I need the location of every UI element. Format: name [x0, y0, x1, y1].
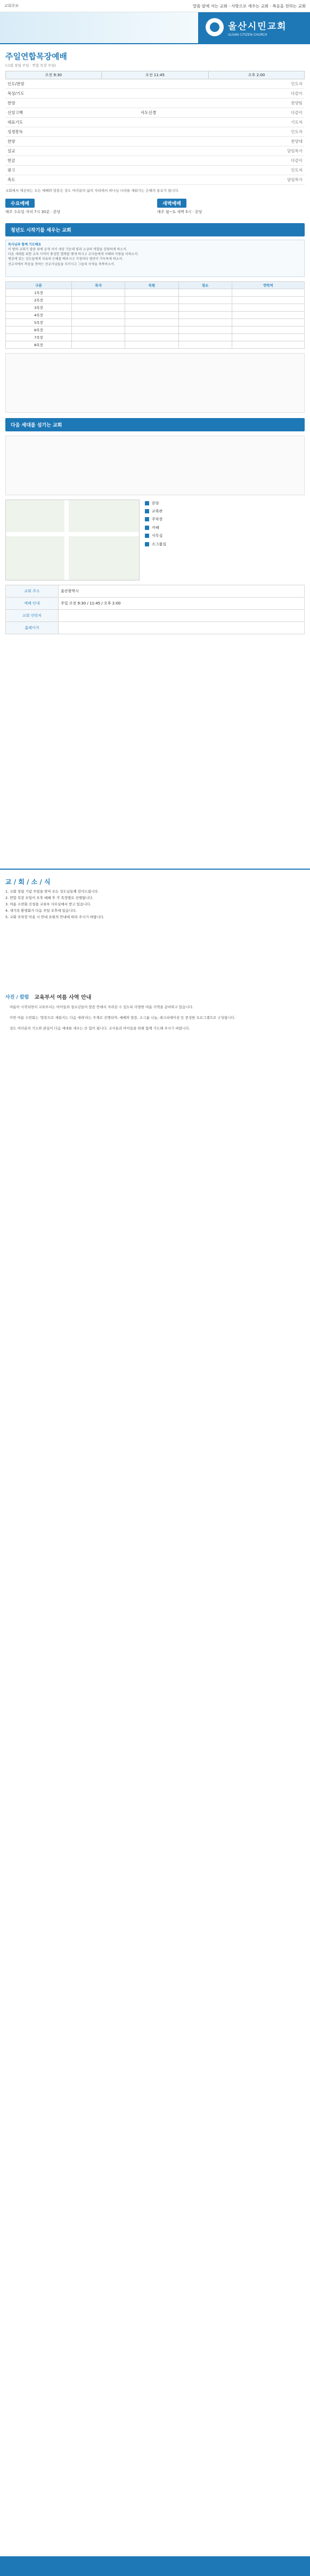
cell-row [6, 318, 305, 326]
order-v [60, 79, 236, 89]
info-row [6, 621, 305, 634]
legend-item: 소그룹실 [145, 541, 305, 549]
column-paragraph: 여름이 시작되면서 교육부서는 아이들과 청소년들이 말씀 안에서 자라갈 수 있도록 다양한 여름 사역을 준비하고 있습니다. [10, 1004, 193, 1009]
wednesday-label: 수요예배 [5, 199, 35, 208]
cell-row [6, 333, 305, 341]
map-road [6, 532, 139, 536]
facility-map-section [5, 500, 305, 580]
next-gen-banner: 다음 세대를 섬기는 교회 [5, 418, 305, 431]
slogan-2: 사랑으로 세우는 교회 [231, 3, 269, 9]
prayer-3: 병상에 있는 성도들에게 치유의 은혜를 베푸시고 가정마다 평안이 가득하게 하소서. [8, 257, 124, 261]
cell-table [5, 281, 305, 349]
notice-item: 1. 교회 창립 기념 주일을 맞아 모든 성도님들께 감사드립니다. [5, 889, 99, 894]
cell-value [71, 304, 125, 311]
cell-value [232, 289, 304, 296]
order-p: 다같이 [236, 108, 305, 118]
order-p: 찬양팀 [236, 99, 305, 108]
cell-value: 1목장 [6, 289, 72, 296]
cell-banner: 청년도 시작기를 세우는 교회 [5, 223, 305, 236]
info-key: 예배 안내 [6, 597, 59, 609]
dawn-label: 새벽예배 [157, 199, 186, 208]
footer-bar [0, 2556, 310, 2576]
order-k: 찬양 [5, 99, 60, 108]
column-body [0, 1004, 310, 1032]
order-row [5, 108, 305, 118]
slogan-3: 복음을 전하는 교회 [272, 3, 306, 9]
cell-value [125, 318, 178, 326]
cell-value [178, 333, 232, 341]
cell-row [6, 304, 305, 311]
cell-value [232, 326, 304, 333]
order-v [60, 156, 236, 166]
worship-subtitle: (교회 창립 주일 · 연합 목장 주일) [5, 63, 56, 68]
church-info-table [5, 585, 305, 634]
notice-item: 5. 교회 주차장 이용 시 안내 요원의 안내에 따라 주시기 바랍니다. [5, 914, 104, 919]
legend-item: 본당 [145, 500, 305, 508]
cell-value [178, 311, 232, 318]
cell-value [178, 296, 232, 304]
order-v [60, 146, 236, 156]
order-k: 광고 [5, 166, 60, 175]
worship-order [0, 71, 310, 185]
order-k: 성경봉독 [5, 127, 60, 137]
order-v [60, 137, 236, 146]
facility-map [5, 500, 140, 580]
cell-value [125, 311, 178, 318]
cell-row [6, 326, 305, 333]
cell-value: 8목장 [6, 341, 72, 348]
scripture-box [5, 240, 305, 277]
cell-value [71, 341, 125, 348]
bulletin-page [0, 0, 310, 1032]
church-name: 울산시민교회 [228, 21, 287, 32]
order-k: 설교 [5, 146, 60, 156]
education-table [5, 436, 305, 495]
order-p: 인도자 [236, 79, 305, 89]
cell-value [125, 326, 178, 333]
notice-item: 2. 연합 목장 모임이 오후 예배 후 각 목장별로 진행됩니다. [5, 895, 94, 900]
cell-header: 장소 [178, 281, 232, 289]
masthead-image [0, 12, 198, 43]
cell-value: 2목장 [6, 296, 72, 304]
order-p: 찬양대 [236, 137, 305, 146]
wednesday-service [5, 199, 153, 215]
column-paragraph: 이번 여름 수련회는 '말씀으로 세워지는 다음 세대'라는 주제로 진행되며, 예배와 말씀, 소그룹 나눔, 레크리에이션 등 풍성한 프로그램으로 구성됩니다. [10, 1016, 235, 1020]
cell-value [125, 341, 178, 348]
slogans: 말씀 앞에 서는 교회 · 사랑으로 세우는 교회 · 복음을 전하는 교회 [192, 3, 306, 9]
cell-row [6, 311, 305, 318]
legend-item: 카페 [145, 524, 305, 532]
spacer [0, 920, 310, 984]
spacer [0, 637, 310, 861]
prayer-heading: 목사님과 함께 기도해요 [8, 242, 42, 247]
cell-row [6, 341, 305, 348]
weekday-services [0, 197, 310, 217]
prayer-1: 이 땅의 교회가 말씀 위에 굳게 서서 세상 가운데 빛과 소금의 역할을 감당하게 하소서. [8, 247, 127, 251]
order-p: 다같이 [236, 89, 305, 99]
info-key: 교회 연락처 [6, 609, 59, 621]
service-times [5, 71, 305, 79]
cell-row [6, 289, 305, 296]
order-p: 다같이 [236, 156, 305, 166]
column-title: 교육부서 여름 사역 안내 [34, 994, 92, 1001]
worship-note: 교회에서 제공하는 모든 예배와 말씀은 성도 여러분의 삶의 자리에서 하나님 나라를 세워가는 은혜의 통로가 됩니다. [5, 189, 180, 193]
order-v [60, 118, 236, 127]
cell-value [232, 341, 304, 348]
issue-label: 교회주보 [4, 4, 19, 8]
cell-value [71, 296, 125, 304]
service-time-2: 오전 11:45 [101, 71, 209, 79]
wednesday-text: 매주 수요일 저녁 7시 30분 · 본당 [5, 210, 61, 215]
column-tag: 사진 / 칼럼 [5, 994, 29, 1000]
cell-value [71, 326, 125, 333]
order-row [5, 127, 305, 137]
cell-value [71, 311, 125, 318]
masthead [0, 12, 310, 44]
order-row [5, 137, 305, 146]
cell-value: 3목장 [6, 304, 72, 311]
column-head [0, 984, 310, 1004]
cell-value [178, 289, 232, 296]
service-time-1: 오전 9:30 [6, 71, 102, 79]
masthead-brand [198, 12, 310, 43]
cell-value [125, 304, 178, 311]
cell-value [178, 318, 232, 326]
order-v [60, 89, 236, 99]
cell-value: 6목장 [6, 326, 72, 333]
info-row [6, 585, 305, 597]
cell-value: 5목장 [6, 318, 72, 326]
cell-header: 목원 [125, 281, 178, 289]
order-p: 담임목사 [236, 146, 305, 156]
order-v [60, 99, 236, 108]
order-p: 담임목사 [236, 175, 305, 185]
prayer-4: 선교지에서 복음을 전하는 선교사님들을 지키시고 그들의 사역을 축복하소서. [8, 262, 115, 266]
info-value: 울산광역시 [59, 585, 305, 597]
cell-value [71, 289, 125, 296]
cell-value [232, 296, 304, 304]
info-value: 주일 오전 9:30 / 11:45 / 오후 2:00 [59, 597, 305, 609]
order-row [5, 146, 305, 156]
map-legend [145, 500, 305, 580]
cell-value [125, 289, 178, 296]
order-k: 찬양 [5, 137, 60, 146]
cell-value [125, 333, 178, 341]
legend-item: 교육관 [145, 508, 305, 516]
cell-value [232, 304, 304, 311]
info-value [59, 621, 305, 634]
map-road [64, 500, 69, 580]
legend-item: 사무실 [145, 532, 305, 540]
church-logo-icon [206, 18, 224, 36]
cell-header: 연락처 [232, 281, 304, 289]
cell-value [232, 311, 304, 318]
cell-value [178, 304, 232, 311]
order-k: 대표기도 [5, 118, 60, 127]
order-k: 묵상/기도 [5, 89, 60, 99]
info-key: 교회 주소 [6, 585, 59, 597]
notice-list [0, 888, 310, 920]
cell-value [125, 296, 178, 304]
dawn-text: 매주 월~토 새벽 5시 · 본당 [157, 210, 202, 215]
info-row [6, 597, 305, 609]
info-row [6, 609, 305, 621]
cell-value [71, 318, 125, 326]
worship-title: 주일연합목장예배 [5, 52, 67, 61]
notice-title: 교 / 회 / 소 / 식 [0, 869, 310, 888]
order-table [5, 79, 305, 185]
cell-value: 7목장 [6, 333, 72, 341]
cell-schedule-block [5, 353, 305, 413]
cell-header: 구분 [6, 281, 72, 289]
cell-value [178, 326, 232, 333]
church-subtitle: ULSAN CITIZEN CHURCH [228, 33, 267, 37]
prayer-2: 다음 세대를 위한 교육 사역이 풍성한 열매를 맺게 하시고 교사들에게 지혜와 사랑을 더하소서. [8, 252, 139, 257]
order-p: 인도자 [236, 166, 305, 175]
order-row [5, 175, 305, 185]
cell-value: 4목장 [6, 311, 72, 318]
order-p: 기도자 [236, 118, 305, 127]
order-v: 사도신경 [60, 108, 236, 118]
order-row [5, 99, 305, 108]
slogan-1: 말씀 앞에 서는 교회 [192, 3, 227, 9]
order-v [60, 127, 236, 137]
cell-value [71, 333, 125, 341]
order-k: 축도 [5, 175, 60, 185]
notice-item: 4. 새가족 환영회가 다음 주일 오후에 있습니다. [5, 908, 77, 913]
cell-row [6, 296, 305, 304]
order-k: 인도/찬양 [5, 79, 60, 89]
legend-item: 주차장 [145, 516, 305, 524]
info-value [59, 609, 305, 621]
order-k: 신앙고백 [5, 108, 60, 118]
order-row [5, 156, 305, 166]
column-paragraph: 성도 여러분의 기도와 관심이 다음 세대를 세우는 큰 힘이 됩니다. 교사들과 아이들을 위해 함께 기도해 주시기 바랍니다. [10, 1026, 190, 1031]
order-v [60, 175, 236, 185]
order-row [5, 166, 305, 175]
order-v [60, 166, 236, 175]
order-row [5, 89, 305, 99]
notice-item: 3. 여름 수련회 신청을 교육부 사무실에서 받고 있습니다. [5, 902, 91, 906]
info-key: 홈페이지 [6, 621, 59, 634]
cell-value [232, 333, 304, 341]
order-p: 인도자 [236, 127, 305, 137]
order-k: 헌금 [5, 156, 60, 166]
cell-value [178, 341, 232, 348]
top-strip [0, 0, 310, 12]
service-time-3: 오후 2:00 [209, 71, 305, 79]
order-row [5, 118, 305, 127]
cell-header: 목자 [71, 281, 125, 289]
dawn-service [157, 199, 305, 215]
order-row [5, 79, 305, 89]
cell-value [232, 318, 304, 326]
